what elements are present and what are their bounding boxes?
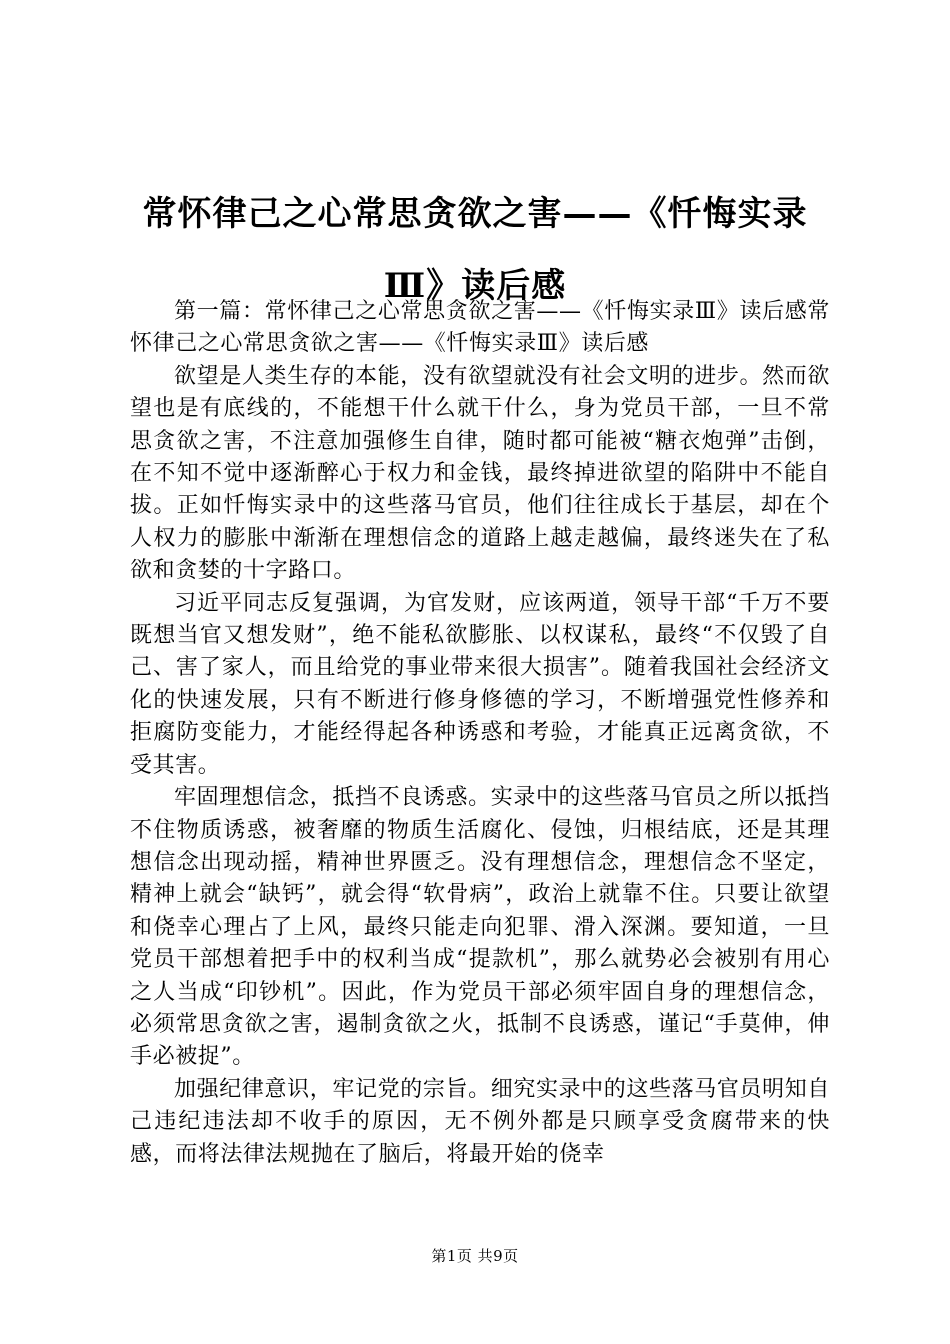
- page-number-footer: 第1页 共9页: [431, 1247, 519, 1265]
- paragraph-2: 欲望是人类生存的本能，没有欲望就没有社会文明的进步。然而欲望也是有底线的，不能想干什么就干什么，身为党员干部，一旦不常思贪欲之害，不注意加强修生自律，随时都可能被“糖衣炮弹”击倒，在不知不觉中逐渐醉心于权力和金钱，最终掉进欲望的陷阱中不能自拔。正如忏悔实录中的这些落马官员，他们往往成长于基层，却在个人权力的膨胀中渐渐在理想信念的道路上越走越偏，最终迷失在了私欲和贪婪的十字路口。: [130, 363, 830, 584]
- document-title: 常怀律己之心常思贪欲之害——《忏悔实录Ⅲ》读后感: [142, 194, 808, 306]
- paragraph-4: 牢固理想信念，抵挡不良诱惑。实录中的这些落马官员之所以抵挡不住物质诱惑，被奢靡的物质生活腐化、侵蚀，归根结底，还是其理想信念出现动摇，精神世界匮乏。没有理想信念，理想信念不坚定，精神上就会“缺钙”，就会得“软骨病”，政治上就靠不住。只要让欲望和侥幸心理占了上风，最终只能走向犯罪、滑入深渊。要知道，一旦党员干部想着把手中的权利当成“提款机”，那么就势必会被别有用心之人当成“印钞机”。因此，作为党员干部必须牢固自身的理想信念，必须常思贪欲之害，遏制贪欲之火，抵制不良诱惑，谨记“手莫伸，伸手必被捉”。: [130, 785, 830, 1070]
- document-body: [130, 296, 830, 1171]
- paragraph-1: 第一篇：常怀律己之心常思贪欲之害——《忏悔实录Ⅲ》读后感常怀律己之心常思贪欲之害——《忏悔实录Ⅲ》读后感: [130, 299, 830, 357]
- paragraph-3: 习近平同志反复强调，为官发财，应该两道，领导干部“千万不要既想当官又想发财”，绝不能私欲膨胀、以权谋私，最终“不仅毁了自己、害了家人，而且给党的事业带来很大损害”。随着我国社会经济文化的快速发展，只有不断进行修身修德的学习，不断增强党性修养和拒腐防变能力，才能经得起各种诱惑和考验，才能真正远离贪欲，不受其害。: [130, 590, 830, 778]
- paragraph-5: 加强纪律意识，牢记党的宗旨。细究实录中的这些落马官员明知自己违纪违法却不收手的原因，无不例外都是只顾享受贪腐带来的快感，而将法律法规抛在了脑后，将最开始的侥幸: [130, 1076, 830, 1167]
